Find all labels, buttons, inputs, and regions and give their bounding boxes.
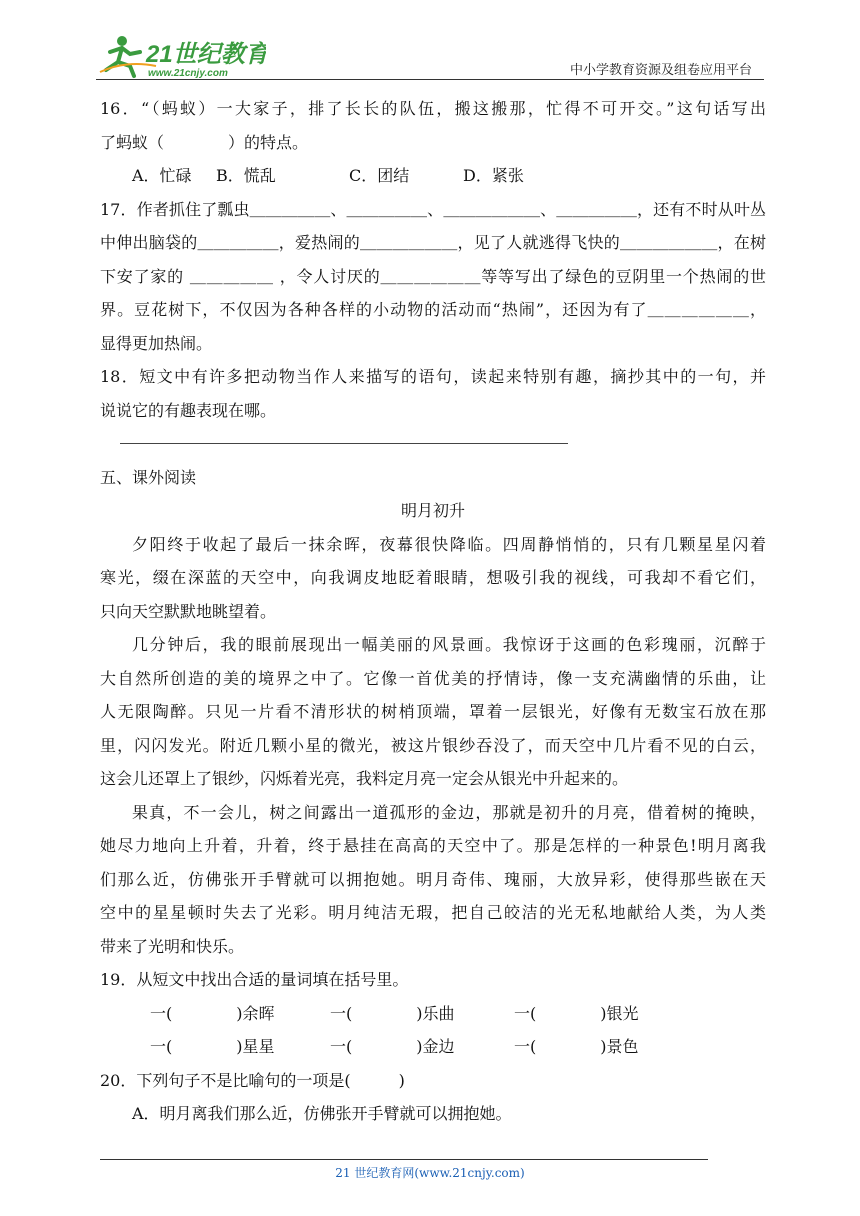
footer-divider bbox=[100, 1159, 708, 1160]
q19-row-2 bbox=[100, 1030, 766, 1064]
q16-option-b: B．慌乱 bbox=[216, 166, 276, 185]
q16-options bbox=[100, 159, 766, 193]
header-divider bbox=[96, 79, 764, 80]
paragraph-line: 大自然所创造的美的境界之中了。它像一首优美的抒情诗，像一支充满幽情的乐曲，让 bbox=[100, 668, 766, 688]
platform-name: 中小学教育资源及组卷应用平台 bbox=[569, 63, 752, 78]
paragraph-line: 夕阳终于收起了最后一抹余晖，夜幕很快降临。四周静悄悄的，只有几颗星星闪着 bbox=[132, 534, 766, 554]
paragraph-line: 人无限陶醉。只见一片看不清形状的树梢顶端，罩着一层银光，好像有无数宝石放在那 bbox=[100, 702, 766, 721]
q16-option-c: C．团结 bbox=[349, 166, 410, 185]
q17-line-1: 17．作者抓住了瓢虫＿＿＿＿＿、＿＿＿＿＿、＿＿＿＿＿＿、＿＿＿＿＿，还有不时从叶丛 bbox=[100, 199, 766, 219]
logo-title: 21世纪教育 bbox=[146, 41, 266, 68]
measure-word-blank: 一( )星星 bbox=[150, 1037, 275, 1056]
q17-line-4: 界。豆花树下，不仅因为各种各样的小动物的活动而“热闹”，还因为有了＿＿＿＿＿＿， bbox=[100, 300, 766, 319]
paragraph-line: 们那么近，仿佛张开手臂就可以拥抱她。明月奇伟、瑰丽，大放异彩，使得那些嵌在天 bbox=[100, 869, 766, 889]
paragraph-line: 果真，不一会儿，树之间露出一道孤形的金边，那就是初升的月亮，借着树的掩映， bbox=[132, 802, 766, 822]
passage-paragraph-1 bbox=[100, 528, 766, 629]
measure-word-blank: 一( )余晖 bbox=[150, 1003, 275, 1023]
section-heading: 五、课外阅读 bbox=[100, 467, 197, 487]
q17-line-3: 下安了家的 ＿＿＿＿＿ ，令人讨厌的＿＿＿＿＿＿等等写出了绿色的豆阴里一个热闹的世 bbox=[100, 266, 766, 286]
paragraph-line: 空中的星星顿时失去了光彩。明月纯洁无瑕，把自己皎洁的光无私地献给人类，为人类 bbox=[100, 903, 766, 922]
q17-line-2: 中伸出脑袋的＿＿＿＿＿，爱热闹的＿＿＿＿＿＿，见了人就逃得飞快的＿＿＿＿＿＿，在树 bbox=[100, 233, 766, 252]
site-logo bbox=[96, 30, 266, 82]
measure-word-blank: 一( )银光 bbox=[514, 1003, 639, 1023]
logo-url: www.21cnjy.com bbox=[148, 68, 228, 79]
passage-title: 明月初升 bbox=[400, 501, 465, 520]
measure-word-blank: 一( )景色 bbox=[514, 1037, 639, 1056]
q16-line-2: 了蚂蚁（ ）的特点。 bbox=[100, 132, 309, 152]
q19-stem: 19．从短文中找出合适的量词填在括号里。 bbox=[100, 970, 409, 989]
q20-option-a: A．明月离我们那么近，仿佛张开手臂就可以拥抱她。 bbox=[132, 1104, 512, 1123]
measure-word-blank: 一( )金边 bbox=[330, 1037, 455, 1056]
document-body bbox=[100, 92, 766, 1131]
passage-paragraph-2 bbox=[100, 628, 766, 796]
passage-paragraph-3 bbox=[100, 796, 766, 964]
q16-option-a: A．忙碌 bbox=[132, 166, 192, 185]
q19-row-1 bbox=[100, 997, 766, 1031]
q18-line-2: 说说它的有趣表现在哪。 bbox=[100, 400, 277, 420]
paragraph-line: 里，闪闪发光。附近几颗小星的微光，被这片银纱吞没了，而天空中几片看不见的白云， bbox=[100, 735, 766, 755]
paragraph-line: 这会儿还罩上了银纱，闪烁着光亮，我料定月亮一定会从银光中升起来的。 bbox=[100, 769, 629, 788]
q17-line-5: 显得更加热闹。 bbox=[100, 333, 213, 353]
q18-line-1: 18．短文中有许多把动物当作人来描写的语句，读起来特别有趣，摘抄其中的一句，并 bbox=[100, 367, 766, 386]
paragraph-line: 只向天空默默地眺望着。 bbox=[100, 601, 277, 621]
q16-line-1: 16．“（蚂蚁）一大家子，排了长长的队伍，搬这搬那，忙得不可开交。”这句话写出 bbox=[100, 99, 766, 118]
q20-stem: 20．下列句子不是比喻句的一项是( ) bbox=[100, 1070, 405, 1090]
footer-text: 21 世纪教育网(www.21cnjy.com) bbox=[335, 1166, 525, 1180]
paragraph-line: 带来了光明和快乐。 bbox=[100, 936, 245, 956]
paragraph-line: 她尽力地向上升着，升着，终于悬挂在高高的天空中了。那是怎样的一种景色!明月离我 bbox=[100, 836, 766, 855]
paragraph-line: 寒光，缀在深蓝的天空中，向我调皮地眨着眼睛，想吸引我的视线，可我却不看它们， bbox=[100, 568, 766, 587]
q18-answer-line bbox=[100, 427, 766, 461]
runner-logo-icon bbox=[96, 30, 266, 82]
measure-word-blank: 一( )乐曲 bbox=[330, 1003, 455, 1023]
paragraph-line: 几分钟后，我的眼前展现出一幅美丽的风景画。我惊讶于这画的色彩瑰丽，沉醉于 bbox=[132, 635, 766, 654]
q16-option-d: D．紧张 bbox=[463, 166, 524, 185]
